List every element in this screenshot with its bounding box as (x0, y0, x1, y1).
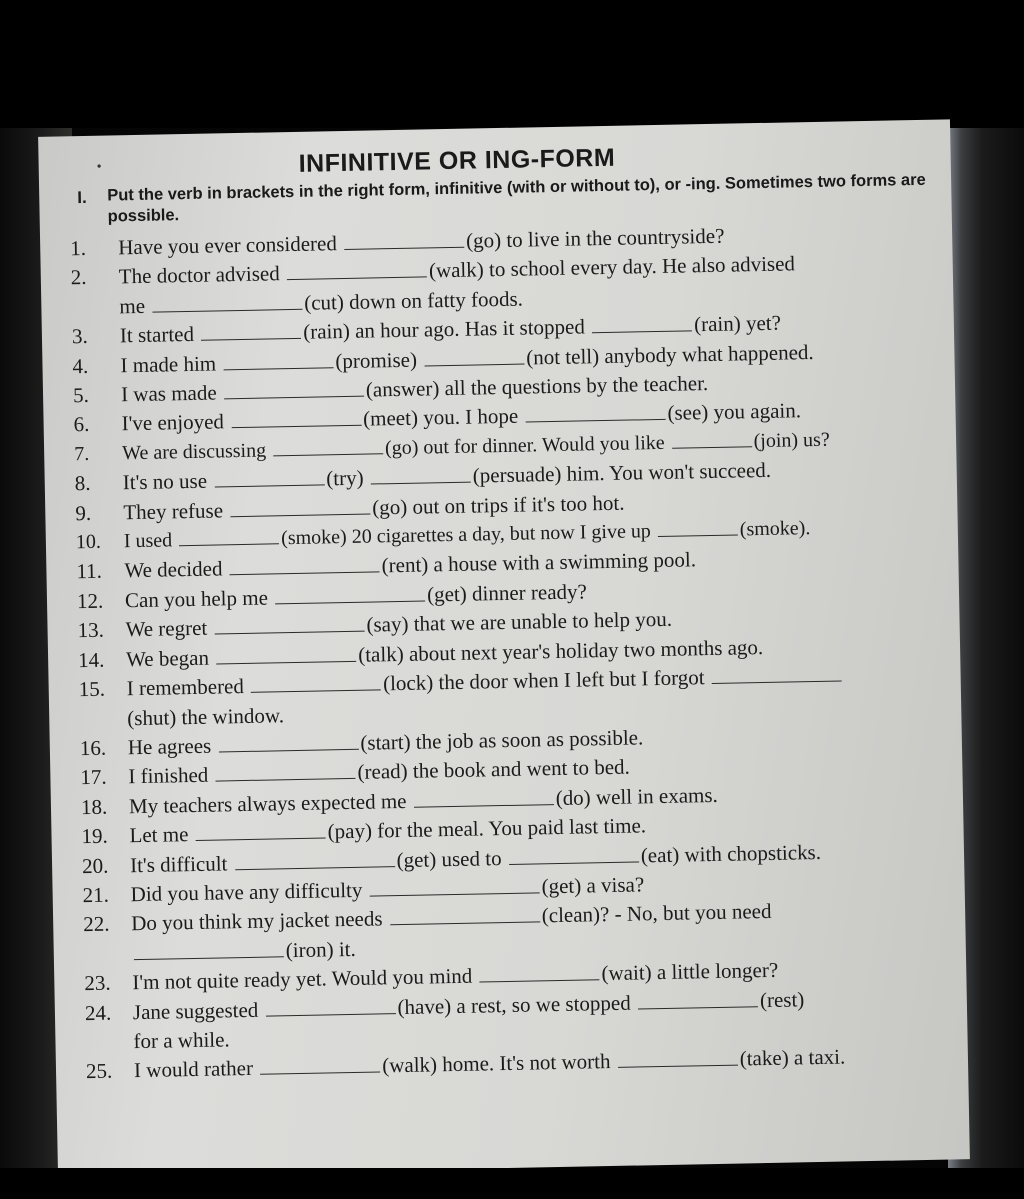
item-text: (eat) with chopsticks. (640, 839, 822, 867)
item-text: They refuse (123, 498, 224, 524)
item-text: (get) used to (396, 845, 502, 872)
item-text: I made him (120, 351, 217, 377)
answer-blank[interactable] (344, 229, 464, 250)
item-text: (cut) down on fatty foods. (304, 286, 524, 315)
item-text: (try) (326, 465, 364, 491)
answer-blank[interactable] (618, 1047, 738, 1068)
item-number: 3. (71, 324, 88, 349)
exercise-instructions: Put the verb in brackets in the right form, infinitive (with or without to), or -ing. Sometimes two forms are possible. (107, 170, 926, 226)
item-text: (say) that we are unable to help you. (366, 607, 673, 637)
item-text: I finished (128, 763, 209, 789)
answer-blank[interactable] (424, 345, 524, 366)
item-text: (meet) you. I hope (362, 404, 519, 432)
answer-blank[interactable] (265, 995, 395, 1016)
item-number: 12. (76, 588, 104, 614)
item-number: 24. (84, 1000, 112, 1025)
item-text: (answer) all the questions by the teacher. (365, 371, 709, 402)
item-text: (read) the book and went to bed. (357, 754, 631, 785)
item-text: (pay) for the meal. You paid last time. (327, 813, 647, 844)
answer-blank[interactable] (223, 349, 333, 370)
item-text: (get) a visa? (541, 872, 645, 899)
item-number: 14. (77, 647, 105, 672)
item-text: (walk) to school every day. He also advised (428, 251, 796, 283)
exercise-list (70, 217, 966, 1087)
answer-blank[interactable] (234, 848, 394, 870)
answer-blank[interactable] (712, 663, 842, 684)
item-number: 15. (78, 676, 106, 702)
item-text: It's no use (122, 468, 208, 495)
item-text: Have you ever considered (118, 231, 338, 260)
item-text: (rain) an hour ago. Has it stopped (302, 314, 586, 345)
item-number: 16. (79, 735, 107, 761)
answer-blank[interactable] (671, 428, 751, 449)
item-text: (rent) a house with a swimming pool. (381, 547, 697, 578)
answer-blank[interactable] (230, 495, 370, 517)
item-text: Did you have any difficulty (130, 877, 363, 907)
answer-blank[interactable] (214, 613, 364, 635)
answer-blank[interactable] (224, 378, 364, 400)
item-number: 22. (82, 911, 110, 937)
item-number: 21. (82, 882, 110, 908)
item-text: (clean)? - No, but you need (541, 899, 772, 928)
item-number: 4. (72, 353, 89, 378)
answer-blank[interactable] (592, 313, 692, 334)
item-text: (not tell) anybody what happened. (525, 339, 814, 370)
item-text: I remembered (126, 674, 245, 701)
answer-blank[interactable] (479, 961, 599, 982)
item-number: 23. (84, 970, 111, 996)
item-text: (go) out for dinner. Would you like (384, 431, 665, 460)
item-text: for a while. (133, 1027, 230, 1054)
item-text: We began (125, 645, 210, 671)
item-text: Can you help me (124, 585, 269, 613)
page-title: INFINITIVE OR ING-FORM (298, 143, 616, 178)
answer-blank[interactable] (195, 820, 325, 841)
answer-blank[interactable] (525, 401, 665, 423)
answer-blank[interactable] (214, 467, 324, 488)
item-text: (persuade) him. You won't succeed. (472, 458, 772, 488)
textbook-page (38, 119, 970, 1176)
item-text: It's difficult (129, 850, 228, 877)
item-text: I would rather (133, 1056, 254, 1083)
item-number: 7. (73, 442, 90, 466)
item-text: I've enjoyed (121, 409, 225, 436)
item-number: 20. (81, 853, 109, 878)
answer-blank[interactable] (215, 760, 355, 782)
answer-blank[interactable] (369, 874, 539, 896)
item-text: He agrees (127, 733, 212, 760)
item-text: (shut) the window. (127, 702, 285, 730)
item-text: Jane suggested (132, 997, 259, 1024)
item-text: (join) us? (753, 428, 830, 453)
item-text: (wait) a little longer? (601, 957, 779, 986)
item-text: me (119, 293, 146, 319)
top-black-band (0, 0, 1024, 128)
item-number: 2. (70, 265, 87, 290)
item-text: (go) out on trips if it's too hot. (371, 490, 625, 520)
item-text: (rain) yet? (693, 310, 782, 337)
item-text: (talk) about next year's holiday two months ago. (357, 634, 764, 667)
item-number: 19. (81, 823, 109, 849)
bottom-black-band (0, 1168, 1024, 1199)
answer-blank[interactable] (216, 643, 356, 665)
item-text: My teachers always expected me (128, 788, 407, 818)
item-text: (have) a rest, so we stopped (397, 990, 631, 1019)
item-text: (take) a taxi. (739, 1044, 846, 1071)
item-text: Do you think my jacket needs (130, 906, 383, 936)
item-number: 18. (80, 794, 108, 819)
item-number: 9. (75, 500, 92, 525)
item-text: (see) you again. (667, 398, 802, 426)
item-text: (do) well in exams. (555, 782, 719, 810)
item-number: 17. (80, 764, 107, 790)
answer-blank[interactable] (201, 320, 301, 341)
answer-blank[interactable] (152, 291, 302, 313)
answer-blank[interactable] (134, 938, 284, 960)
item-text: (smoke). (739, 517, 811, 541)
item-text: (rest) (759, 986, 805, 1012)
item-text: We are discussing (121, 439, 267, 465)
answer-blank[interactable] (413, 786, 553, 808)
item-text: I was made (120, 380, 217, 407)
item-text: I used (123, 529, 173, 553)
item-number: 1. (70, 235, 87, 261)
item-text: (smoke) 20 cigarettes a day, but now I give up (280, 520, 652, 550)
item-number: 13. (77, 617, 105, 643)
answer-blank[interactable] (509, 843, 639, 864)
answer-blank[interactable] (179, 525, 279, 546)
answer-blank[interactable] (218, 731, 358, 753)
item-text: (iron) it. (285, 936, 356, 962)
item-number: 10. (75, 530, 102, 554)
answer-blank[interactable] (273, 435, 383, 456)
item-text: (walk) home. It's not worth (381, 1049, 611, 1078)
exercise-number: I. (77, 187, 87, 208)
answer-blank[interactable] (260, 1054, 380, 1075)
item-number: 6. (73, 412, 90, 437)
item-text: We regret (125, 615, 208, 642)
item-number: 8. (74, 471, 91, 496)
item-number: 5. (72, 382, 90, 408)
item-text: (lock) the door when I left but I forgot (382, 665, 705, 696)
answer-blank[interactable] (275, 582, 425, 604)
answer-blank[interactable] (287, 259, 427, 281)
item-text: Let me (129, 822, 189, 848)
answer-blank[interactable] (371, 464, 471, 485)
answer-blank[interactable] (231, 407, 361, 428)
item-number: 25. (85, 1058, 113, 1084)
item-text: (promise) (335, 347, 418, 373)
item-text: The doctor advised (118, 261, 280, 289)
item-text: (go) to live in the countryside? (465, 223, 725, 253)
item-text: It started (119, 322, 195, 348)
item-text: I'm not quite ready yet. Would you mind (132, 963, 473, 995)
ink-dot: • (96, 159, 102, 175)
answer-blank[interactable] (638, 988, 758, 1009)
answer-blank[interactable] (251, 671, 381, 692)
answer-blank[interactable] (390, 904, 540, 926)
item-text: (get) dinner ready? (426, 579, 588, 607)
item-number: 11. (76, 559, 103, 584)
answer-blank[interactable] (229, 554, 379, 576)
item-text: We decided (124, 556, 223, 583)
item-text: (start) the job as soon as possible. (360, 725, 644, 755)
answer-blank[interactable] (658, 517, 738, 538)
